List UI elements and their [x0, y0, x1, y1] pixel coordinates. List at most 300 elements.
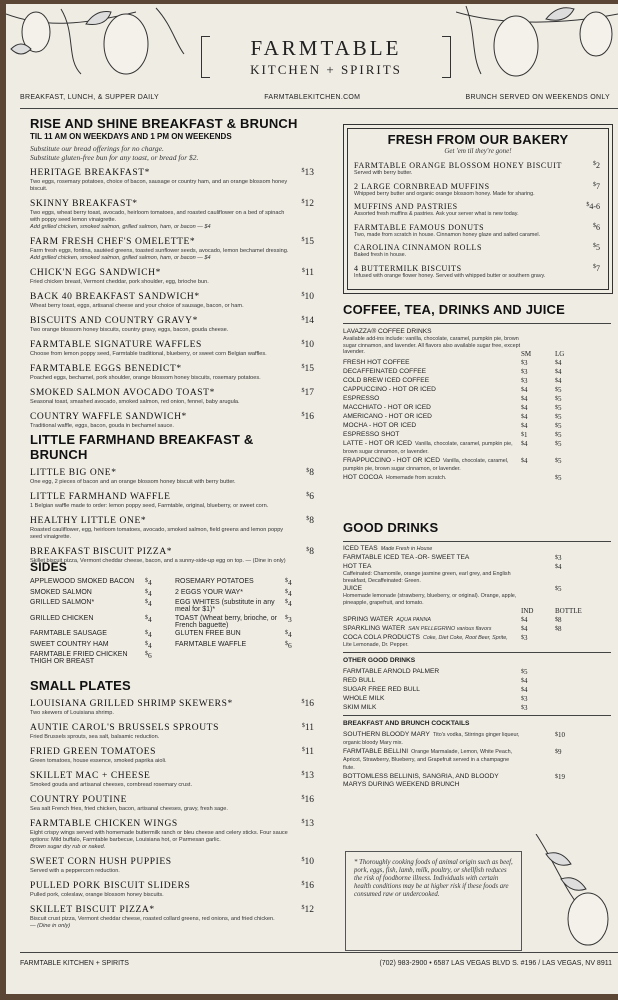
menu-item	[30, 747, 314, 765]
section-title: LITTLE FARMHAND BREAKFAST & BRUNCH	[30, 432, 254, 462]
item-addon: Add grilled chicken, smoked salmon, grilled salmon, ham, or bacon — $4	[30, 255, 211, 261]
cocktail-item	[343, 748, 521, 772]
price-value: 4	[148, 640, 152, 650]
drink-item	[343, 625, 521, 633]
drink-item	[343, 474, 521, 482]
price-value: 10	[304, 340, 314, 350]
menu-item	[30, 699, 314, 717]
currency-symbol: $	[555, 440, 558, 447]
item-description: Baked fresh in house.	[354, 252, 407, 258]
drink-price	[521, 677, 555, 685]
menu-item-list	[30, 699, 314, 930]
price-value: 1	[524, 430, 528, 439]
menu-item	[30, 292, 314, 310]
lemon-illustration-bottom	[526, 834, 618, 949]
drink-item	[343, 395, 521, 403]
item-description: Traditional waffle, eggs, bacon, gouda in bechamel sauce.	[30, 423, 174, 429]
price-value: 5	[558, 456, 562, 465]
item-name: FARMTABLE CHICKEN WINGS	[30, 819, 178, 829]
section-divider	[343, 323, 611, 324]
price-value: 4	[288, 578, 292, 587]
item-name: 4 BUTTERMILK BISCUITS	[354, 263, 462, 273]
item-description: Two, made from scratch in house. Cinnamon honey glaze and salted caramel.	[354, 231, 541, 238]
currency-symbol: $	[301, 857, 305, 863]
currency-symbol: $	[521, 386, 524, 393]
item-description: Whipped berry butter and organic orange blossom honey. Made for sharing.	[354, 190, 535, 197]
drink-name: SPARKLING WATER	[343, 625, 406, 632]
currency-symbol: $	[301, 388, 305, 394]
item-description: Served with a peppercorn reduction.	[30, 868, 120, 874]
item-name: SWEET CORN HUSH PUPPIES	[30, 857, 172, 867]
price-value: 3	[524, 358, 528, 367]
good-drinks-grid	[343, 545, 611, 649]
price-value: 13	[304, 168, 314, 178]
drink-item	[343, 457, 521, 473]
drink-description: Vanilla, chocolate, caramel, pumpkin pie, brown sugar cinnamon, or lavender.	[343, 457, 509, 472]
currency-symbol: $	[145, 651, 148, 657]
food-safety-notice	[345, 851, 522, 951]
price-value: 8	[309, 468, 314, 478]
currency-symbol: $	[301, 699, 305, 705]
section-title: SMALL PLATES	[30, 678, 131, 693]
side-item-price	[285, 615, 310, 629]
price-lg	[555, 395, 589, 403]
drink-name: FARMTABLE ARNOLD PALMER	[343, 667, 440, 675]
currency-symbol: $	[306, 468, 310, 474]
item-name: AUNTIE CAROL'S BRUSSELS SPROUTS	[30, 723, 219, 733]
price-value: 5	[558, 394, 562, 403]
section-title: COFFEE, TEA, DRINKS AND JUICE	[343, 302, 566, 317]
website-link[interactable]: FARMTABLEKITCHEN.COM	[264, 94, 361, 101]
currency-symbol: $	[555, 555, 558, 561]
item-price	[593, 182, 600, 191]
item-name: LITTLE FARMHAND WAFFLE	[30, 492, 171, 502]
item-name: SKILLET MAC + CHEESE	[30, 771, 151, 781]
menu-item	[30, 199, 314, 231]
menu-item	[30, 364, 314, 382]
currency-symbol: $	[301, 771, 305, 777]
drink-item	[343, 585, 521, 606]
item-price	[302, 881, 315, 891]
price-ind	[521, 625, 555, 633]
price-value: 10	[304, 857, 314, 867]
header-divider	[20, 108, 618, 109]
drink-name: CAPPUCCINO - HOT OR ICED	[343, 385, 436, 393]
price-value: 4	[148, 630, 152, 639]
drink-item	[343, 386, 521, 394]
drink-name: JUICE	[343, 585, 363, 592]
currency-symbol: $	[521, 457, 524, 464]
price-value: 5	[558, 421, 562, 430]
item-name: FARMTABLE SIGNATURE WAFFLES	[30, 340, 202, 350]
price-sm	[521, 431, 555, 439]
price-lg	[555, 377, 589, 385]
drink-name: COLD BREW ICED COFFEE	[343, 376, 430, 384]
item-name: COUNTRY WAFFLE SANDWICH*	[30, 412, 187, 422]
drink-name: SKIM MILK	[343, 703, 377, 711]
section-divider	[343, 715, 611, 716]
currency-symbol: $	[521, 626, 524, 632]
side-item-price	[145, 589, 175, 598]
price-value: 4	[524, 394, 528, 403]
price-lg	[555, 440, 589, 456]
price-lg	[555, 422, 589, 430]
spacer	[343, 350, 521, 358]
side-item-price	[145, 651, 175, 665]
bakery-box	[343, 124, 613, 294]
currency-symbol: $	[521, 413, 524, 420]
price-lg	[555, 431, 589, 439]
sides-grid	[30, 578, 315, 665]
price-sm	[521, 413, 555, 421]
currency-symbol: $	[285, 640, 288, 647]
side-item-name: GLUTEN FREE BUN	[175, 630, 241, 637]
menu-item	[30, 340, 314, 358]
drink-item	[343, 545, 521, 553]
bakery-item	[344, 223, 612, 239]
cocktail-price	[555, 731, 589, 747]
hours-text: BREAKFAST, LUNCH, & SUPPER DAILY	[20, 94, 160, 101]
price-sm	[521, 368, 555, 376]
price-value: 5	[558, 439, 562, 448]
side-item-name: EGG WHITES (substitute in any meal for $1)*	[175, 599, 275, 613]
currency-symbol: $	[521, 695, 524, 702]
item-price	[302, 237, 315, 247]
drink-subtitle: AQUA PANNA	[396, 617, 431, 623]
item-price	[302, 795, 315, 805]
currency-symbol: $	[555, 431, 558, 438]
price-value: 8	[309, 547, 314, 557]
coffee-section	[343, 302, 611, 482]
small-plates-section	[30, 678, 314, 930]
price-value: 4	[288, 599, 292, 608]
menu-item	[30, 492, 314, 510]
item-price	[302, 199, 315, 209]
currency-symbol: $	[593, 181, 596, 188]
item-description: Farm fresh eggs, fontina, sautéed greens, toasted sunflower seeds, avocado, lemon bechamel dressing.	[30, 248, 289, 254]
currency-symbol: $	[521, 422, 524, 429]
item-name: FARMTABLE EGGS BENEDICT*	[30, 364, 182, 374]
menu-item	[30, 881, 314, 899]
rise-and-shine-section	[30, 116, 314, 430]
currency-symbol: $	[306, 516, 310, 522]
currency-symbol: $	[301, 168, 305, 174]
price-value: 4	[524, 385, 528, 394]
currency-symbol: $	[301, 747, 305, 753]
currency-symbol: $	[145, 578, 148, 584]
item-description: Wheat berry toast, eggs, artisanal cheese and your choice of sausage, bacon, or ham.	[30, 303, 244, 309]
price-bottle	[555, 634, 589, 649]
price-value: 7	[596, 263, 600, 273]
item-name: BACK 40 BREAKFAST SANDWICH*	[30, 292, 200, 302]
side-item-name: ROSEMARY POTATOES	[175, 578, 254, 585]
price-value: 3	[524, 703, 528, 712]
drink-name: ICED TEAS	[343, 545, 378, 552]
price-value: 5	[558, 412, 562, 421]
price-value: 10	[304, 292, 314, 302]
price-lg	[555, 474, 589, 482]
item-name: LITTLE BIG ONE*	[30, 468, 117, 478]
drink-description: Lite Lemonade, Dr. Pepper.	[343, 642, 409, 648]
cocktail-name: BOTTOMLESS BELLINIS, SANGRIA, AND BLOODY MARYS DURING WEEKEND BRUNCH	[343, 772, 499, 788]
item-price	[306, 547, 314, 557]
drink-name: AMERICANO - HOT OR ICED	[343, 412, 432, 420]
notice-text: * Thoroughly cooking foods of animal origin such as beef, pork, eggs, fish, lamb, milk, poultry, or shellfish reduces the risk of foodborne illness. Individuals with certain health conditions may be at higher risk if these foods are consumed raw or undercooked.	[354, 859, 513, 898]
item-price	[302, 747, 314, 757]
price-value: 5	[596, 243, 600, 252]
price-ind	[521, 563, 555, 584]
item-price	[302, 292, 315, 302]
item-name: FRIED GREEN TOMATOES	[30, 747, 157, 757]
currency-symbol: $	[301, 340, 305, 346]
spacer	[555, 686, 589, 694]
drink-item	[343, 440, 521, 456]
currency-symbol: $	[593, 222, 596, 229]
section-title: GOOD DRINKS	[343, 520, 439, 535]
item-price	[302, 268, 314, 278]
col-header-bottle: BOTTLE	[555, 607, 582, 615]
currency-symbol: $	[521, 617, 524, 623]
currency-symbol: $	[521, 404, 524, 411]
side-item-price	[145, 641, 175, 650]
other-drinks-grid	[343, 668, 611, 712]
currency-symbol: $	[285, 614, 288, 621]
bakery-item	[344, 161, 612, 177]
drink-name: FRESH HOT COFFEE	[343, 358, 410, 366]
other-drinks-heading: OTHER GOOD DRINKS	[343, 656, 416, 664]
menu-item	[30, 795, 314, 813]
price-bottle	[555, 545, 589, 553]
price-value: 3	[288, 614, 292, 624]
item-price	[302, 364, 315, 374]
price-value: 8	[558, 625, 562, 633]
item-price	[302, 771, 315, 781]
lemon-branch-illustration-right	[456, 4, 618, 84]
price-value: 5	[558, 385, 562, 394]
item-description: Eight crispy wings served with homemade buttermilk ranch or bleu cheese and celery sticks. Four sauce options: Mild buffalo, Farmtable barbecue, Louisiana hot, or Parmesan garlic.	[30, 830, 288, 843]
item-price	[302, 168, 315, 178]
currency-symbol: $	[555, 413, 558, 420]
section-note: Substitute our bread offerings for no charge.	[30, 144, 164, 153]
currency-symbol: $	[285, 588, 288, 595]
drink-subtitle: SAN PELLEGRINO various flavors	[408, 626, 492, 632]
price-value: 4	[558, 367, 562, 376]
side-item-name: SMOKED SALMON	[30, 588, 92, 596]
item-description: Infused with orange flower honey. Served with whipped butter or southern gravy.	[354, 272, 546, 279]
drink-item	[343, 359, 521, 367]
side-item-price	[285, 641, 310, 650]
side-item-name: TOAST (Wheat berry, brioche, or French baguette)	[175, 614, 277, 629]
item-description: Seasonal toast, smashed avocado, smoked salmon, red onion, fennel, baby arugula.	[30, 399, 240, 405]
side-item-price	[285, 589, 310, 598]
price-value: 4	[558, 358, 562, 367]
price-value: 7	[596, 181, 600, 191]
price-value: 16	[304, 881, 314, 891]
price-lg	[555, 457, 589, 473]
menu-item	[30, 857, 314, 875]
item-price	[302, 819, 315, 829]
price-ind	[521, 554, 555, 562]
price-value: 5	[524, 667, 528, 676]
price-value: 4	[558, 563, 562, 571]
item-price	[593, 264, 600, 273]
price-value: 4	[288, 588, 292, 598]
currency-symbol: $	[521, 668, 524, 675]
side-item-name: 2 EGGS YOUR WAY*	[175, 588, 243, 596]
item-description: One egg, 2 pieces of bacon and an orange blossom honey biscuit with berry butter.	[30, 479, 236, 485]
spacer	[555, 677, 589, 685]
drink-price	[521, 686, 555, 694]
drink-item	[343, 563, 521, 584]
item-name: 2 LARGE CORNBREAD MUFFINS	[354, 181, 490, 191]
item-price	[593, 243, 600, 252]
currency-symbol: $	[555, 377, 558, 384]
item-name: FARMTABLE ORANGE BLOSSOM HONEY BISCUIT	[354, 161, 562, 170]
item-name: MUFFINS AND PASTRIES	[354, 202, 458, 211]
menu-item	[30, 388, 314, 406]
price-sm	[521, 395, 555, 403]
price-value: 4	[148, 578, 152, 587]
price-sm	[521, 457, 555, 473]
drink-description: Caffeinated: Chamomile, orange jasmine green, earl grey, and English breakfast, Decaffeinated: Green.	[343, 571, 511, 584]
drink-name: SPRING WATER	[343, 616, 394, 623]
price-value: 15	[304, 237, 314, 247]
currency-symbol: $	[521, 377, 524, 384]
item-description: Pulled pork, coleslaw, orange blossom honey biscuits.	[30, 892, 164, 898]
price-value: 2	[596, 161, 600, 170]
bakery-tagline: Get 'em til they're gone!	[444, 147, 512, 155]
section-note: Substitute gluten-free bun for any toast, or bread for $2.	[30, 153, 199, 162]
item-name: FARMTABLE FAMOUS DONUTS	[354, 222, 485, 232]
price-value: 12	[304, 905, 314, 915]
currency-symbol: $	[555, 457, 558, 464]
drink-price	[521, 704, 555, 712]
brand-name: FARMTABLE	[250, 36, 402, 60]
price-lg	[555, 359, 589, 367]
price-value: 4-6	[589, 202, 600, 211]
currency-symbol: $	[521, 635, 524, 641]
spacer	[555, 704, 589, 712]
currency-symbol: $	[521, 686, 524, 693]
item-price	[302, 699, 315, 709]
drink-item	[343, 377, 521, 385]
price-value: 11	[304, 723, 314, 733]
currency-symbol: $	[301, 199, 305, 205]
price-lg	[555, 413, 589, 421]
menu-item-list	[344, 161, 612, 279]
col-header-lg: LG	[555, 349, 565, 358]
price-value: 16	[304, 795, 314, 805]
price-value: 4	[288, 630, 292, 639]
currency-symbol: $	[586, 202, 590, 208]
price-sm	[521, 440, 555, 456]
currency-symbol: $	[555, 474, 558, 481]
section-divider	[343, 541, 611, 542]
price-sm	[521, 377, 555, 385]
price-value: 4	[148, 614, 152, 624]
item-price	[306, 516, 314, 526]
currency-symbol: $	[301, 364, 305, 370]
menu-page	[6, 4, 618, 994]
lavazza-desc: Available add-ins include: vanilla, chocolate, caramel, pumpkin pie, brown sugar cinnamon, and lavender. All flavors also available sugar free, except lavender.	[343, 336, 521, 355]
item-description: Two orange blossom honey biscuits, country gravy, eggs, bacon, gouda cheese.	[30, 327, 229, 333]
item-price	[302, 316, 315, 326]
currency-symbol: $	[555, 422, 558, 429]
menu-item	[30, 316, 314, 334]
brand-subtitle: KITCHEN + SPIRITS	[250, 62, 402, 77]
currency-symbol: $	[555, 617, 558, 623]
price-ind	[521, 585, 555, 606]
little-farmhand-section	[30, 432, 314, 565]
price-ind	[521, 634, 555, 649]
item-price	[306, 468, 314, 478]
cocktail-item	[343, 731, 521, 747]
bakery-item	[344, 202, 612, 218]
item-description: Biscuit crust pizza, Vermont cheddar cheese, roasted collard greens, red onions, and fried chicken.	[30, 916, 275, 922]
item-price	[586, 202, 600, 211]
price-bottle	[555, 616, 589, 624]
price-value: 17	[304, 388, 314, 398]
price-value: 5	[558, 403, 562, 412]
bakery-item	[344, 243, 612, 259]
price-lg	[555, 404, 589, 412]
side-item-name: FARMTABLE FRIED CHICKEN THIGH OR BREAST	[30, 651, 128, 665]
price-value: 16	[304, 412, 314, 422]
sides-section	[30, 560, 315, 665]
price-value: 15	[304, 364, 314, 374]
item-description: Two eggs, rosemary potatoes, choice of bacon, sausage or country ham, and an orange blossom honey biscuit.	[30, 179, 288, 192]
drink-name: HOT COCOA	[343, 473, 383, 481]
price-value: 4	[524, 403, 528, 412]
price-value: 14	[304, 316, 314, 326]
price-bottle	[555, 563, 589, 584]
footer-divider	[20, 952, 618, 953]
item-description: 1 Belgian waffle made to order: lemon poppy seed, Farmtable, original, blueberry, or sweet corn.	[30, 503, 269, 509]
price-bottle	[555, 585, 589, 606]
drink-name: DECAFFEINATED COFFEE	[343, 367, 427, 375]
item-name: COUNTRY POUTINE	[30, 795, 128, 805]
price-value: 11	[304, 747, 314, 757]
spacer	[555, 668, 589, 676]
footer-brand: FARMTABLE KITCHEN + SPIRITS	[20, 960, 129, 967]
col-header-ind: IND	[521, 607, 534, 615]
menu-item	[30, 237, 314, 262]
currency-symbol: $	[555, 586, 558, 592]
brand-logo	[201, 34, 451, 80]
currency-symbol: $	[301, 412, 305, 418]
item-price	[593, 223, 600, 232]
currency-symbol: $	[285, 578, 288, 584]
footer	[20, 960, 612, 967]
item-price	[302, 412, 315, 422]
price-value: 13	[304, 771, 314, 781]
price-value: 3	[558, 554, 562, 562]
currency-symbol: $	[555, 564, 558, 570]
menu-item	[30, 516, 314, 541]
section-title: SIDES	[30, 560, 68, 574]
col-header-sm: SM	[521, 349, 532, 358]
item-price	[302, 340, 315, 350]
item-name: CHICK'N EGG SANDWICH*	[30, 268, 161, 278]
drink-item	[343, 431, 521, 439]
item-description: Two skewers of Louisiana shrimp.	[30, 710, 114, 716]
currency-symbol: $	[555, 731, 558, 738]
drink-item	[343, 634, 521, 649]
cocktail-description: Tito's vodka, Stirrings ginger liqueur, organic bloody Mary mix.	[343, 731, 520, 746]
currency-symbol: $	[301, 905, 305, 911]
price-value: 13	[304, 819, 314, 829]
cocktail-description: Orange Marmalade, Lemon, White Peach, Apricot, Strawberry, Blueberry, and Grapefruit served in a champagne flute.	[343, 748, 513, 771]
